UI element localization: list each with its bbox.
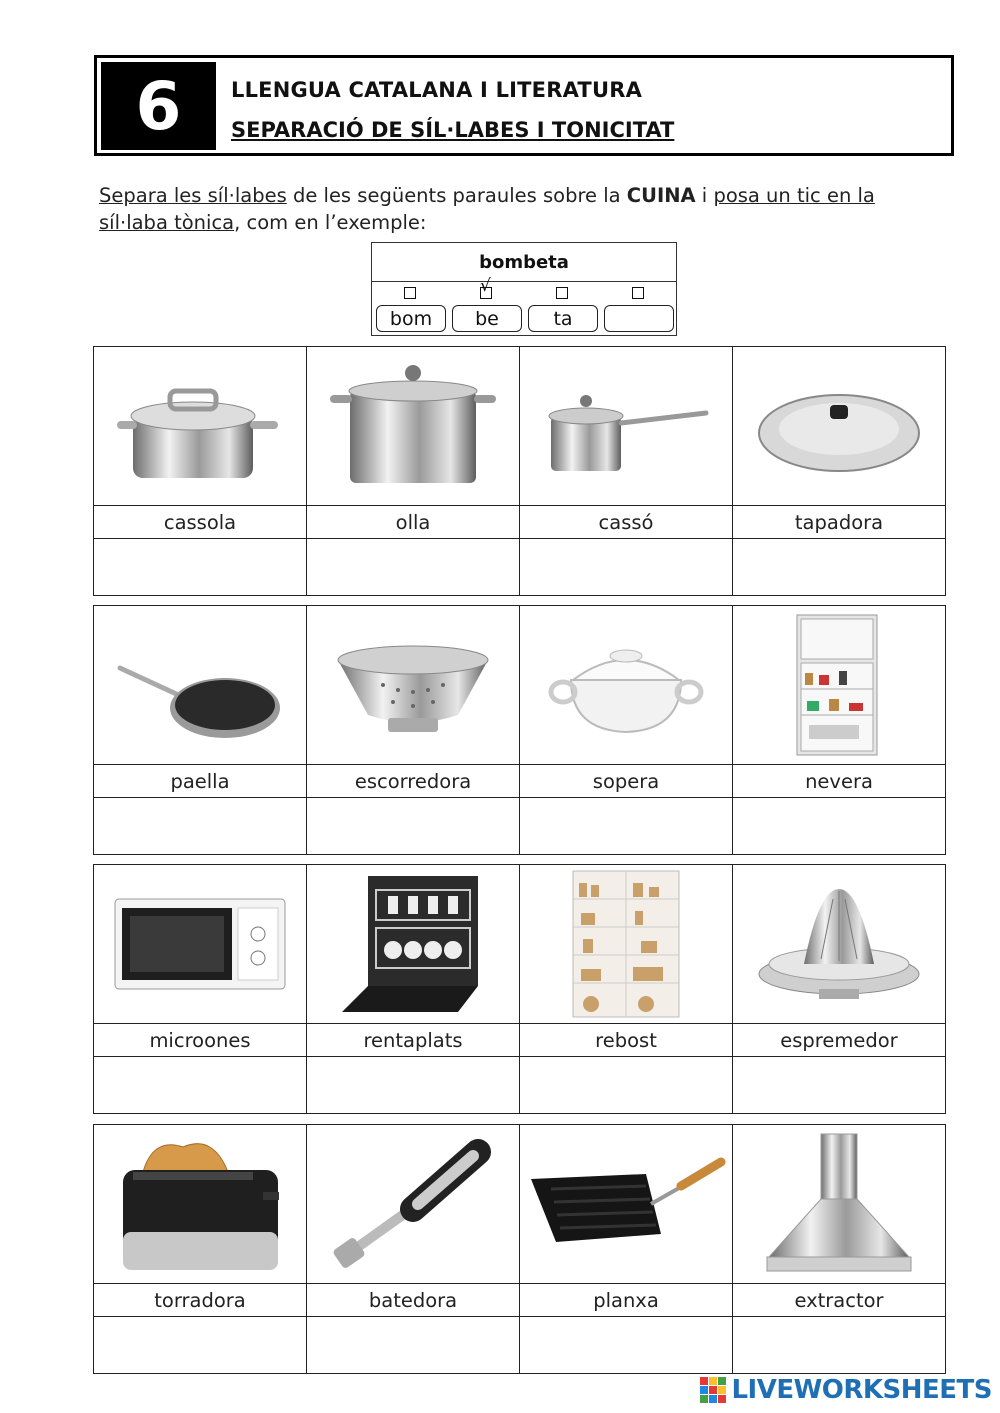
word-label: planxa bbox=[519, 1284, 732, 1316]
example-checkbox-1[interactable] bbox=[404, 287, 416, 299]
answer-cell[interactable] bbox=[306, 1057, 519, 1113]
instruction-part6: , com en l’exemple: bbox=[234, 211, 427, 234]
word-group-3 bbox=[93, 864, 946, 1114]
logo-square bbox=[709, 1386, 717, 1394]
label-row bbox=[94, 1283, 945, 1316]
worksheet-title: LLENGUA CATALANA I LITERATURA bbox=[231, 78, 643, 102]
pot-lid-icon bbox=[732, 347, 945, 505]
answer-cell[interactable] bbox=[519, 539, 732, 595]
example-syllable-3[interactable]: ta bbox=[528, 305, 598, 332]
example-syllable-4[interactable] bbox=[604, 305, 674, 332]
logo-grid-icon bbox=[700, 1377, 726, 1403]
example-word: bombeta bbox=[372, 243, 676, 282]
image-row bbox=[94, 1125, 945, 1283]
answer-cell[interactable] bbox=[94, 1317, 306, 1373]
worksheet-subtitle: SEPARACIÓ DE SÍL·LABES I TONICITAT bbox=[231, 118, 675, 142]
word-label: escorredora bbox=[306, 765, 519, 797]
toaster-icon bbox=[94, 1125, 306, 1283]
example-checkbox-4[interactable] bbox=[632, 287, 644, 299]
answer-cell[interactable] bbox=[732, 1317, 945, 1373]
brand-name: LIVEWORKSHEETS bbox=[731, 1375, 992, 1405]
answer-row bbox=[94, 1316, 945, 1373]
word-label: rebost bbox=[519, 1024, 732, 1056]
dishwasher-icon bbox=[306, 865, 519, 1023]
word-label: tapadora bbox=[732, 506, 945, 538]
microwave-icon bbox=[94, 865, 306, 1023]
label-row bbox=[94, 505, 945, 538]
word-label: microones bbox=[149, 1028, 251, 1052]
frying-pan-icon bbox=[94, 606, 306, 764]
answer-cell[interactable] bbox=[306, 1317, 519, 1373]
answer-cell[interactable] bbox=[732, 798, 945, 854]
example-checkbox-3[interactable] bbox=[556, 287, 568, 299]
colander-icon bbox=[306, 606, 519, 764]
instructions bbox=[99, 182, 929, 236]
pantry-icon bbox=[519, 865, 732, 1023]
instruction-part5: posa un tic en la síl·laba tònica bbox=[99, 184, 875, 234]
word-label: torradora bbox=[154, 1288, 246, 1312]
label-row bbox=[94, 1023, 945, 1056]
example-box bbox=[371, 242, 677, 336]
example-syllable-1[interactable]: bom bbox=[376, 305, 446, 332]
answer-row bbox=[94, 538, 945, 595]
answer-cell[interactable] bbox=[94, 798, 306, 854]
logo-square bbox=[709, 1395, 717, 1403]
logo-square bbox=[709, 1377, 717, 1385]
logo-square bbox=[718, 1377, 726, 1385]
label-row bbox=[94, 764, 945, 797]
answer-cell[interactable] bbox=[519, 1057, 732, 1113]
logo-square bbox=[718, 1395, 726, 1403]
word-label: nevera bbox=[732, 765, 945, 797]
unit-number: 6 bbox=[101, 62, 216, 150]
stockpot-icon bbox=[306, 347, 519, 505]
example-syllable-2[interactable]: be bbox=[452, 305, 522, 332]
answer-cell[interactable] bbox=[519, 798, 732, 854]
word-label: cassó bbox=[519, 506, 732, 538]
logo-square bbox=[700, 1386, 708, 1394]
image-row bbox=[94, 865, 945, 1023]
casserole-icon bbox=[94, 347, 306, 505]
word-label: espremedor bbox=[732, 1024, 945, 1056]
instruction-part1: Separa les síl·labes bbox=[99, 184, 287, 207]
answer-cell[interactable] bbox=[94, 1057, 306, 1113]
word-label: rentaplats bbox=[306, 1024, 519, 1056]
image-row bbox=[94, 606, 945, 764]
word-group-4 bbox=[93, 1124, 946, 1374]
fridge-icon bbox=[732, 606, 945, 764]
word-label: paella bbox=[170, 769, 230, 793]
grill-pan-icon bbox=[519, 1125, 732, 1283]
juicer-icon bbox=[732, 865, 945, 1023]
answer-cell[interactable] bbox=[732, 539, 945, 595]
word-label: cassola bbox=[163, 510, 237, 534]
example-checkbox-2[interactable] bbox=[480, 276, 492, 299]
logo-square bbox=[718, 1386, 726, 1394]
logo-square bbox=[700, 1395, 708, 1403]
answer-cell[interactable] bbox=[519, 1317, 732, 1373]
answer-cell[interactable] bbox=[732, 1057, 945, 1113]
answer-row bbox=[94, 1056, 945, 1113]
answer-cell[interactable] bbox=[306, 539, 519, 595]
word-label: batedora bbox=[306, 1284, 519, 1316]
check-tick-icon: √ bbox=[480, 276, 491, 296]
word-label: extractor bbox=[732, 1284, 945, 1316]
answer-cell[interactable] bbox=[306, 798, 519, 854]
logo-square bbox=[700, 1377, 708, 1385]
word-label: sopera bbox=[519, 765, 732, 797]
word-group-1 bbox=[93, 346, 946, 596]
hand-blender-icon bbox=[306, 1125, 519, 1283]
saucepan-icon bbox=[519, 347, 732, 505]
instruction-part4: i bbox=[695, 184, 714, 207]
word-label: olla bbox=[306, 506, 519, 538]
worksheet-header bbox=[94, 55, 954, 156]
extractor-hood-icon bbox=[732, 1125, 945, 1283]
soup-tureen-icon bbox=[519, 606, 732, 764]
image-row bbox=[94, 347, 945, 505]
word-group-2 bbox=[93, 605, 946, 855]
instruction-part2: de les següents paraules sobre la bbox=[286, 184, 627, 207]
answer-cell[interactable] bbox=[94, 539, 306, 595]
liveworksheets-logo[interactable] bbox=[700, 1375, 992, 1405]
instruction-topic: CUINA bbox=[626, 184, 696, 207]
answer-row bbox=[94, 797, 945, 854]
